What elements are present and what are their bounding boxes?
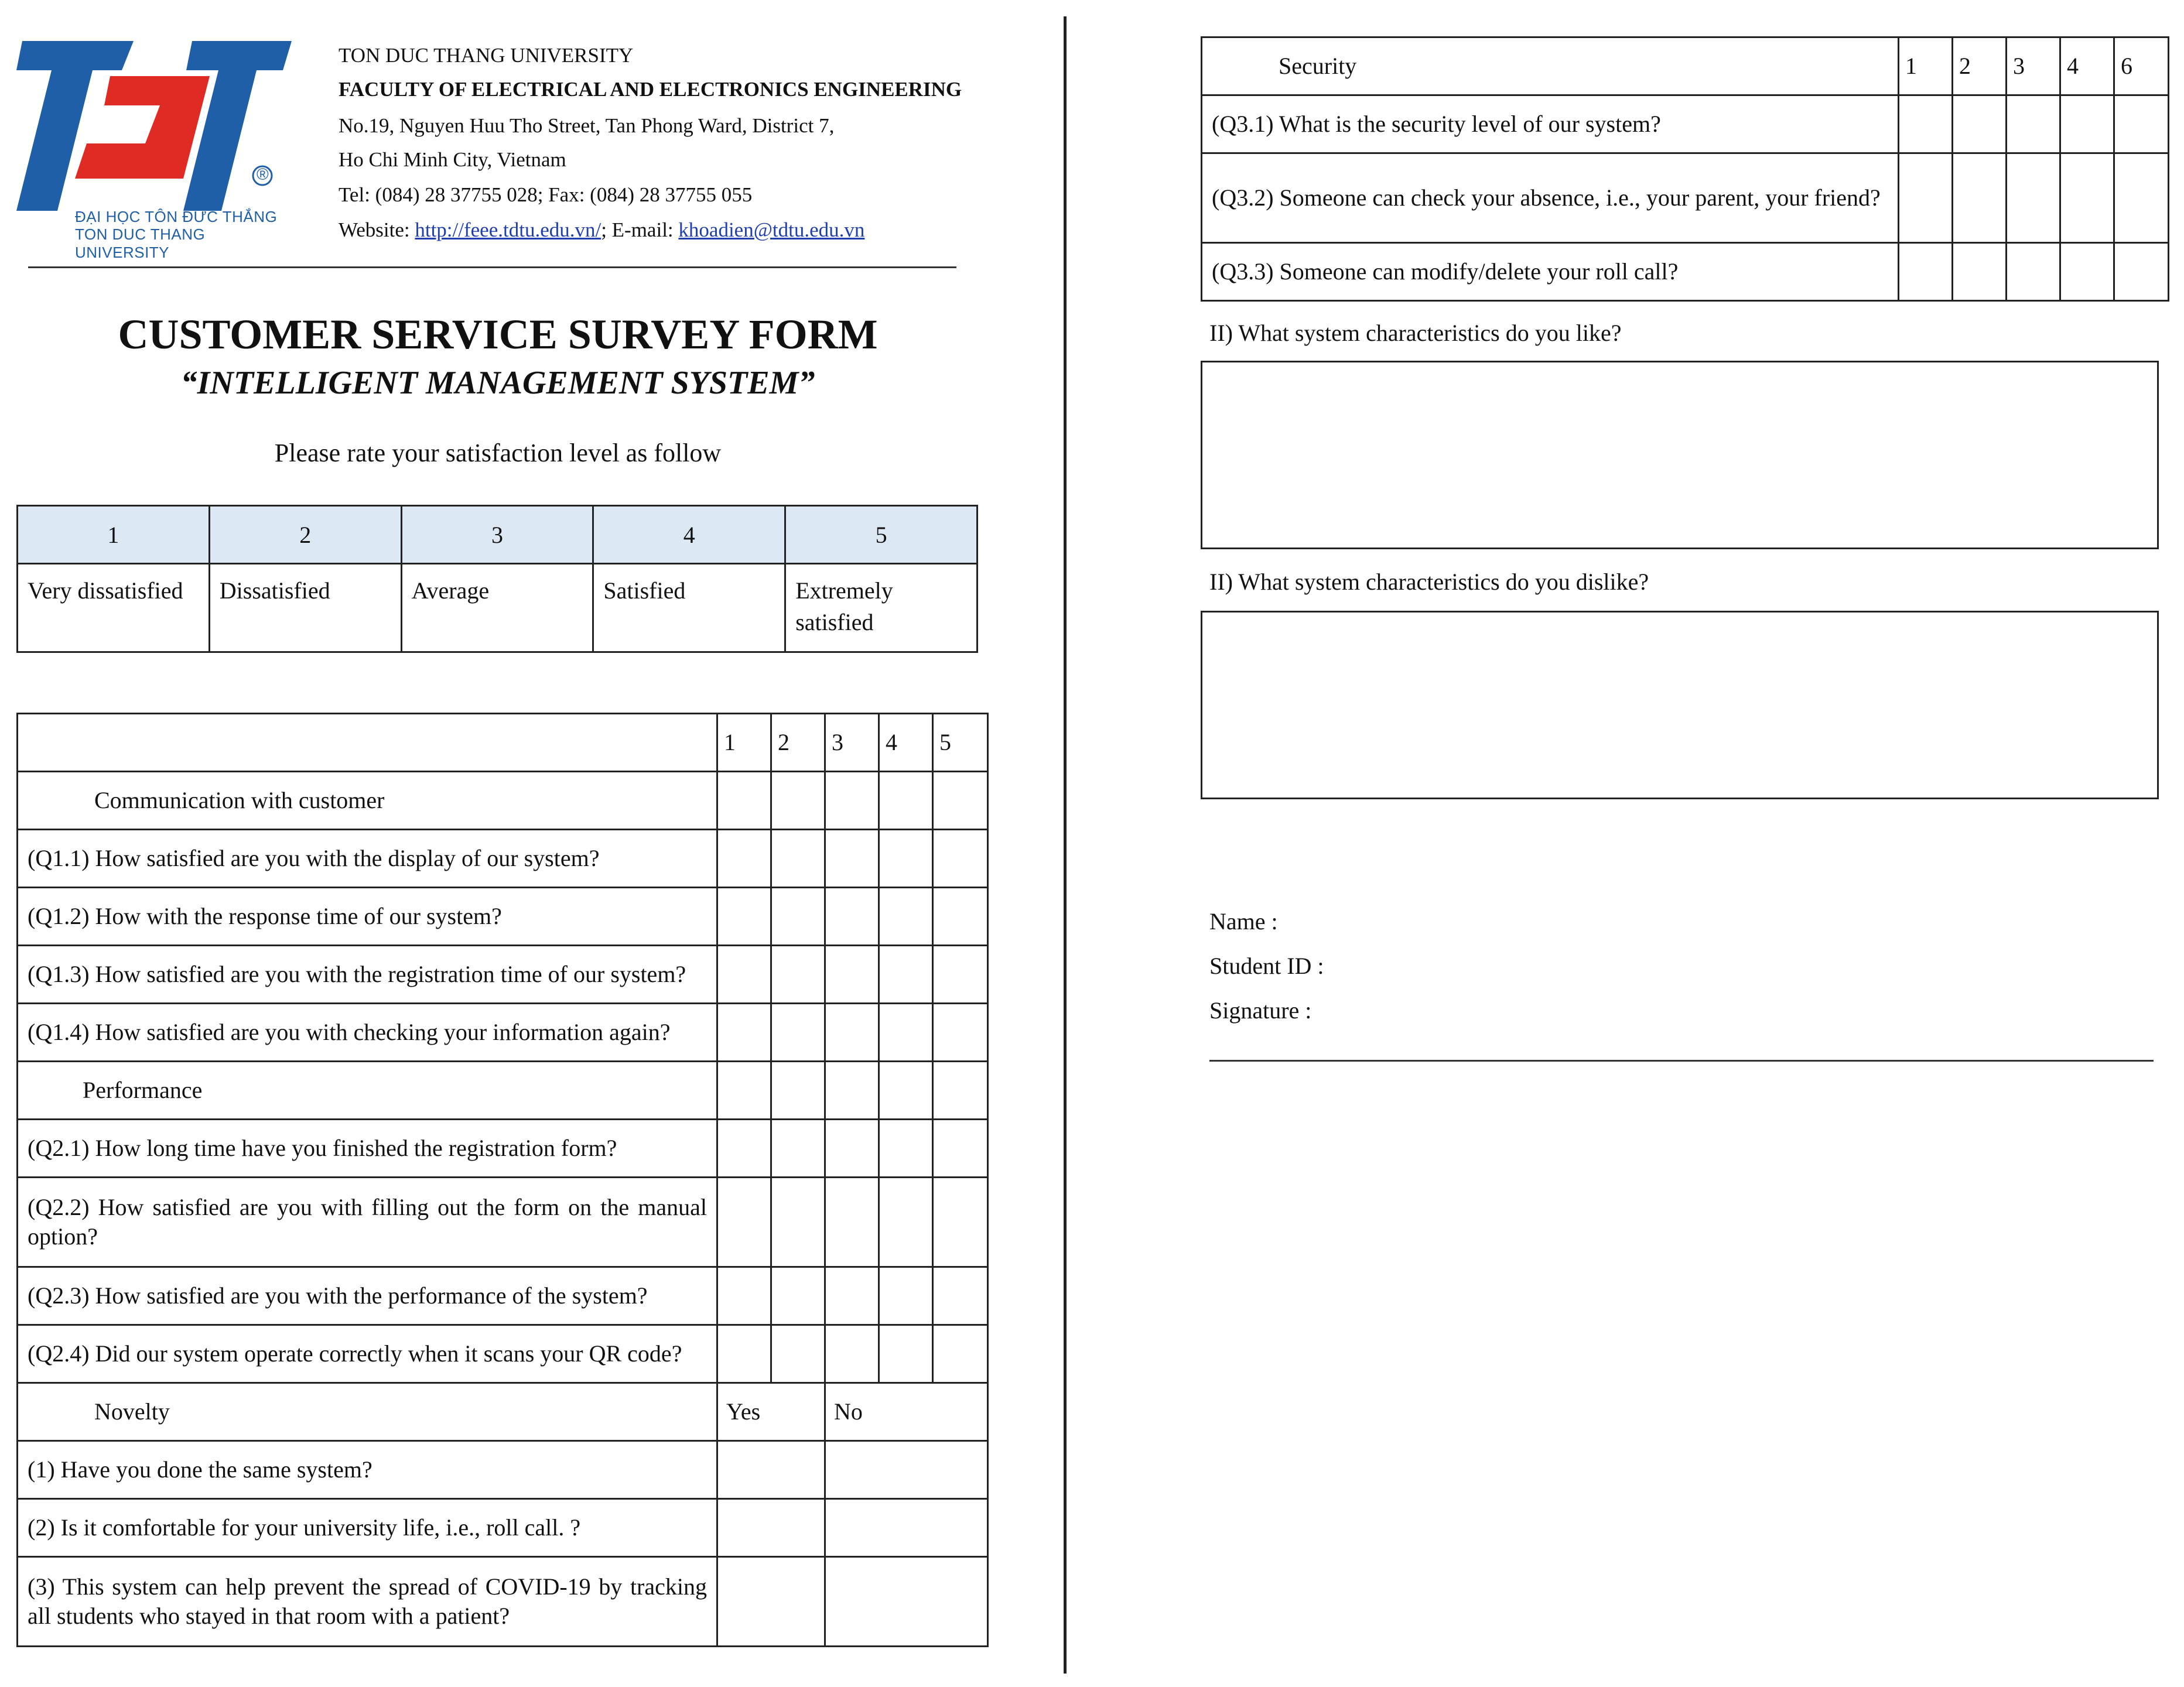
rating-cell[interactable] [717, 1120, 771, 1178]
table-row [18, 1325, 988, 1383]
table-row [1202, 95, 2169, 153]
question-q2-4: (Q2.4) Did our system operate correctly when it scans your QR code? [18, 1325, 717, 1383]
question-novelty-1: (1) Have you done the same system? [18, 1441, 717, 1499]
rating-cell[interactable] [879, 946, 933, 1004]
rating-cell[interactable] [1899, 95, 1953, 153]
rating-cell[interactable] [879, 1062, 933, 1120]
table-row [1202, 153, 2169, 243]
rating-cell[interactable] [879, 888, 933, 946]
dislike-answer-box[interactable] [1201, 611, 2159, 799]
signature-field-label: Signature : [1209, 997, 1312, 1024]
logo-text-english: TON DUC THANG UNIVERSITY [75, 225, 206, 261]
student-id-field-label: Student ID : [1209, 953, 1324, 979]
question-q1-1: (Q1.1) How satisfied are you with the display of our system? [18, 830, 717, 888]
yes-cell[interactable] [717, 1441, 825, 1499]
rating-cell[interactable] [825, 888, 879, 946]
rating-cell[interactable] [2007, 95, 2060, 153]
rating-cell[interactable] [933, 1120, 988, 1178]
question-q3-3: (Q3.3) Someone can modify/delete your roll call? [1202, 243, 1899, 301]
rating-cell[interactable] [825, 1325, 879, 1383]
section-communication: Communication with customer [18, 772, 717, 830]
scale-label-row [18, 564, 977, 652]
question-q1-3: (Q1.3) How satisfied are you with the registration time of our system? [18, 946, 717, 1004]
page-subtitle: “INTELLIGENT MANAGEMENT SYSTEM” [180, 365, 815, 401]
university-logo [16, 41, 298, 261]
registered-mark: ® [257, 165, 269, 183]
rating-cell[interactable] [717, 772, 771, 830]
university-name: TON DUC THANG UNIVERSITY [339, 44, 634, 67]
logo-text-vietnamese: ĐẠI HỌC TÔN ĐỨC THẮNG [75, 208, 278, 225]
table-row [18, 1267, 988, 1325]
scale-number: 2 [209, 506, 401, 564]
header-blank-cell [18, 714, 717, 772]
rating-cell[interactable] [2060, 95, 2114, 153]
scale-label: Extremely satisfied [785, 564, 977, 652]
column-number: 1 [1899, 37, 1953, 95]
rating-instructions: Please rate your satisfaction level as follow [274, 439, 722, 467]
rating-cell[interactable] [717, 1325, 771, 1383]
rating-cell[interactable] [717, 1004, 771, 1062]
rating-cell[interactable] [771, 1004, 825, 1062]
section-novelty: Novelty [18, 1383, 717, 1441]
rating-cell[interactable] [771, 772, 825, 830]
rating-cell[interactable] [2007, 243, 2060, 301]
scale-label: Dissatisfied [209, 564, 401, 652]
rating-cell[interactable] [1899, 243, 1953, 301]
rating-cell[interactable] [933, 772, 988, 830]
rating-cell[interactable] [933, 946, 988, 1004]
name-field-label: Name : [1209, 908, 1278, 935]
rating-cell[interactable] [825, 772, 879, 830]
email-label: ; E-mail: [601, 218, 679, 241]
table-header-row [18, 714, 988, 772]
rating-cell[interactable] [717, 888, 771, 946]
question-q2-1: (Q2.1) How long time have you finished the registration form? [18, 1120, 717, 1178]
rating-cell[interactable] [771, 1267, 825, 1325]
column-number: 1 [717, 714, 771, 772]
table-row [18, 888, 988, 946]
question-q3-1: (Q3.1) What is the security level of our system? [1202, 95, 1899, 153]
survey-question-table [16, 713, 989, 1647]
rating-cell[interactable] [771, 1120, 825, 1178]
rating-cell[interactable] [825, 946, 879, 1004]
rating-cell[interactable] [825, 1004, 879, 1062]
scale-label: Very dissatisfied [18, 564, 210, 652]
rating-cell[interactable] [717, 1267, 771, 1325]
rating-cell[interactable] [825, 1062, 879, 1120]
column-number: 4 [2060, 37, 2114, 95]
rating-cell[interactable] [2060, 153, 2114, 243]
rating-cell[interactable] [879, 1004, 933, 1062]
column-number: 2 [771, 714, 825, 772]
rating-cell[interactable] [717, 946, 771, 1004]
rating-cell[interactable] [933, 888, 988, 946]
rating-cell[interactable] [1953, 153, 2007, 243]
rating-cell[interactable] [2114, 243, 2169, 301]
column-number: 2 [1953, 37, 2007, 95]
header-rule [28, 266, 956, 268]
rating-cell[interactable] [825, 1267, 879, 1325]
question-novelty-2: (2) Is it comfortable for your university life, i.e., roll call. ? [18, 1499, 717, 1557]
rating-cell[interactable] [879, 830, 933, 888]
column-number: 3 [2007, 37, 2060, 95]
yes-column-header: Yes [717, 1383, 825, 1441]
scale-number: 5 [785, 506, 977, 564]
rating-cell[interactable] [2114, 153, 2169, 243]
scale-number-row [18, 506, 977, 564]
faculty-name: FACULTY OF ELECTRICAL AND ELECTRONICS ENGINEERING [339, 78, 962, 101]
rating-cell[interactable] [933, 1325, 988, 1383]
address-line-1: No.19, Nguyen Huu Tho Street, Tan Phong Ward, District 7, [339, 114, 835, 137]
scale-label: Average [401, 564, 593, 652]
security-table [1201, 36, 2169, 302]
column-number: 6 [2114, 37, 2169, 95]
rating-cell[interactable] [2060, 243, 2114, 301]
website-label: Website: [339, 218, 415, 241]
question-q3-2: (Q3.2) Someone can check your absence, i.e., your parent, your friend? [1202, 153, 1899, 243]
scale-number: 1 [18, 506, 210, 564]
address-line-2: Ho Chi Minh City, Vietnam [339, 148, 566, 171]
rating-cell[interactable] [933, 830, 988, 888]
table-header-row [1202, 37, 2169, 95]
rating-cell[interactable] [771, 888, 825, 946]
table-row [18, 830, 988, 888]
rating-cell[interactable] [879, 1325, 933, 1383]
email-link[interactable]: khoadien@tdtu.edu.vn [678, 218, 865, 241]
no-cell[interactable] [825, 1499, 988, 1557]
table-row [18, 1004, 988, 1062]
yes-cell[interactable] [717, 1557, 825, 1647]
table-row [18, 946, 988, 1004]
no-cell[interactable] [825, 1441, 988, 1499]
scale-number: 3 [401, 506, 593, 564]
rating-cell[interactable] [879, 1178, 933, 1267]
rating-cell[interactable] [825, 830, 879, 888]
no-cell[interactable] [825, 1557, 988, 1647]
rating-scale-table [16, 505, 978, 653]
rating-cell[interactable] [771, 1178, 825, 1267]
rating-cell[interactable] [771, 946, 825, 1004]
question-q2-2: (Q2.2) How satisfied are you with filling out the form on the manual option? [18, 1178, 717, 1267]
table-row [18, 1557, 988, 1647]
yes-cell[interactable] [717, 1499, 825, 1557]
no-column-header: No [825, 1383, 988, 1441]
rating-cell[interactable] [771, 1062, 825, 1120]
rating-cell[interactable] [717, 1178, 771, 1267]
rating-cell[interactable] [1953, 243, 2007, 301]
rating-cell[interactable] [771, 830, 825, 888]
rating-cell[interactable] [2114, 95, 2169, 153]
contact-line [339, 218, 864, 242]
table-row [18, 1441, 988, 1499]
rating-cell[interactable] [717, 830, 771, 888]
rating-cell[interactable] [879, 1267, 933, 1325]
scale-label: Satisfied [593, 564, 785, 652]
question-q1-2: (Q1.2) How with the response time of our system? [18, 888, 717, 946]
scale-number: 4 [593, 506, 785, 564]
rating-cell[interactable] [933, 1004, 988, 1062]
dislike-question: II) What system characteristics do you dislike? [1209, 569, 1649, 595]
website-link[interactable]: http://feee.tdtu.edu.vn/ [415, 218, 601, 241]
column-number: 4 [879, 714, 933, 772]
rating-cell[interactable] [1953, 95, 2007, 153]
rating-cell[interactable] [879, 772, 933, 830]
phone-fax: Tel: (084) 28 37755 028; Fax: (084) 28 37755 055 [339, 183, 753, 206]
like-answer-box[interactable] [1201, 361, 2159, 549]
question-novelty-3: (3) This system can help prevent the spread of COVID-19 by tracking all students who stayed in that room with a patient? [18, 1557, 717, 1647]
table-row [1202, 243, 2169, 301]
section-row [18, 772, 988, 830]
section-row [18, 1062, 988, 1120]
rating-cell[interactable] [933, 1267, 988, 1325]
rating-cell[interactable] [2007, 153, 2060, 243]
rating-cell[interactable] [825, 1178, 879, 1267]
column-number: 5 [933, 714, 988, 772]
section-security: Security [1202, 37, 1899, 95]
signature-line[interactable] [1209, 1060, 2154, 1062]
rating-cell[interactable] [879, 1120, 933, 1178]
rating-cell[interactable] [1899, 153, 1953, 243]
column-number: 3 [825, 714, 879, 772]
page-title: CUSTOMER SERVICE SURVEY FORM [118, 311, 878, 358]
section-row [18, 1383, 988, 1441]
table-row [18, 1120, 988, 1178]
rating-cell[interactable] [933, 1062, 988, 1120]
question-q2-3: (Q2.3) How satisfied are you with the performance of the system? [18, 1267, 717, 1325]
page-divider [1064, 16, 1067, 1674]
rating-cell[interactable] [717, 1062, 771, 1120]
rating-cell[interactable] [825, 1120, 879, 1178]
like-question: II) What system characteristics do you like? [1209, 320, 1622, 346]
rating-cell[interactable] [933, 1178, 988, 1267]
section-performance: Performance [18, 1062, 717, 1120]
question-q1-4: (Q1.4) How satisfied are you with checking your information again? [18, 1004, 717, 1062]
rating-cell[interactable] [771, 1325, 825, 1383]
table-row [18, 1178, 988, 1267]
table-row [18, 1499, 988, 1557]
